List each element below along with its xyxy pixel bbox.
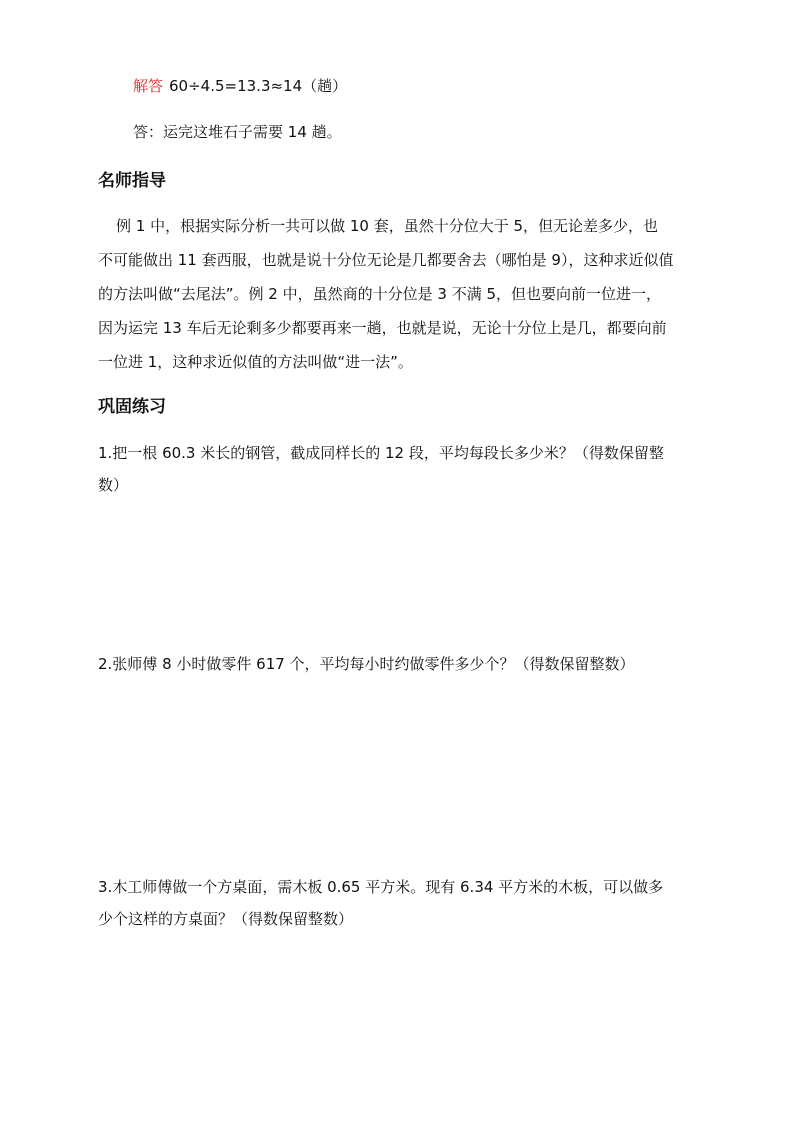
question-1-line-2: 数） <box>98 476 129 494</box>
answer-label: 解答 <box>133 77 164 95</box>
guidance-heading: 名师指导 <box>98 171 166 191</box>
question-2-line-1: 2.张师傅 8 小时做零件 617 个，平均每小时约做零件多少个？（得数保留整数） <box>98 655 635 673</box>
guidance-line: 例 1 中，根据实际分析一共可以做 10 套，虽然十分位大于 5，但无论差多少，也 <box>116 217 659 235</box>
guidance-line: 因为运完 13 车后无论剩多少都要再来一趟，也就是说，无论十分位上是几，都要向前 <box>98 319 667 337</box>
guidance-line: 一位进 1，这种求近似值的方法叫做“进一法”。 <box>98 353 413 371</box>
guidance-line: 不可能做出 11 套西服，也就是说十分位无论是几都要舍去（哪怕是 9），这种求近似值 <box>98 251 674 269</box>
practice-heading: 巩固练习 <box>98 397 166 417</box>
answer-line <box>133 76 347 96</box>
question-1-line-1: 1.把一根 60.3 米长的钢管，截成同样长的 12 段，平均每段长多少米？（得数保留整 <box>98 444 664 462</box>
question-3-line-2: 少个这样的方桌面？（得数保留整数） <box>98 910 354 928</box>
question-3-line-1: 3.木工师傅做一个方桌面，需木板 0.65 平方米。现有 6.34 平方米的木板，可以做多 <box>98 878 664 896</box>
answer-expression: 60÷4.5=13.3≈14（趟） <box>169 77 348 95</box>
answer-conclusion: 答：运完这堆石子需要 14 趟。 <box>133 123 342 141</box>
guidance-line: 的方法叫做“去尾法”。例 2 中，虽然商的十分位是 3 不满 5，但也要向前一位进一， <box>98 285 662 303</box>
